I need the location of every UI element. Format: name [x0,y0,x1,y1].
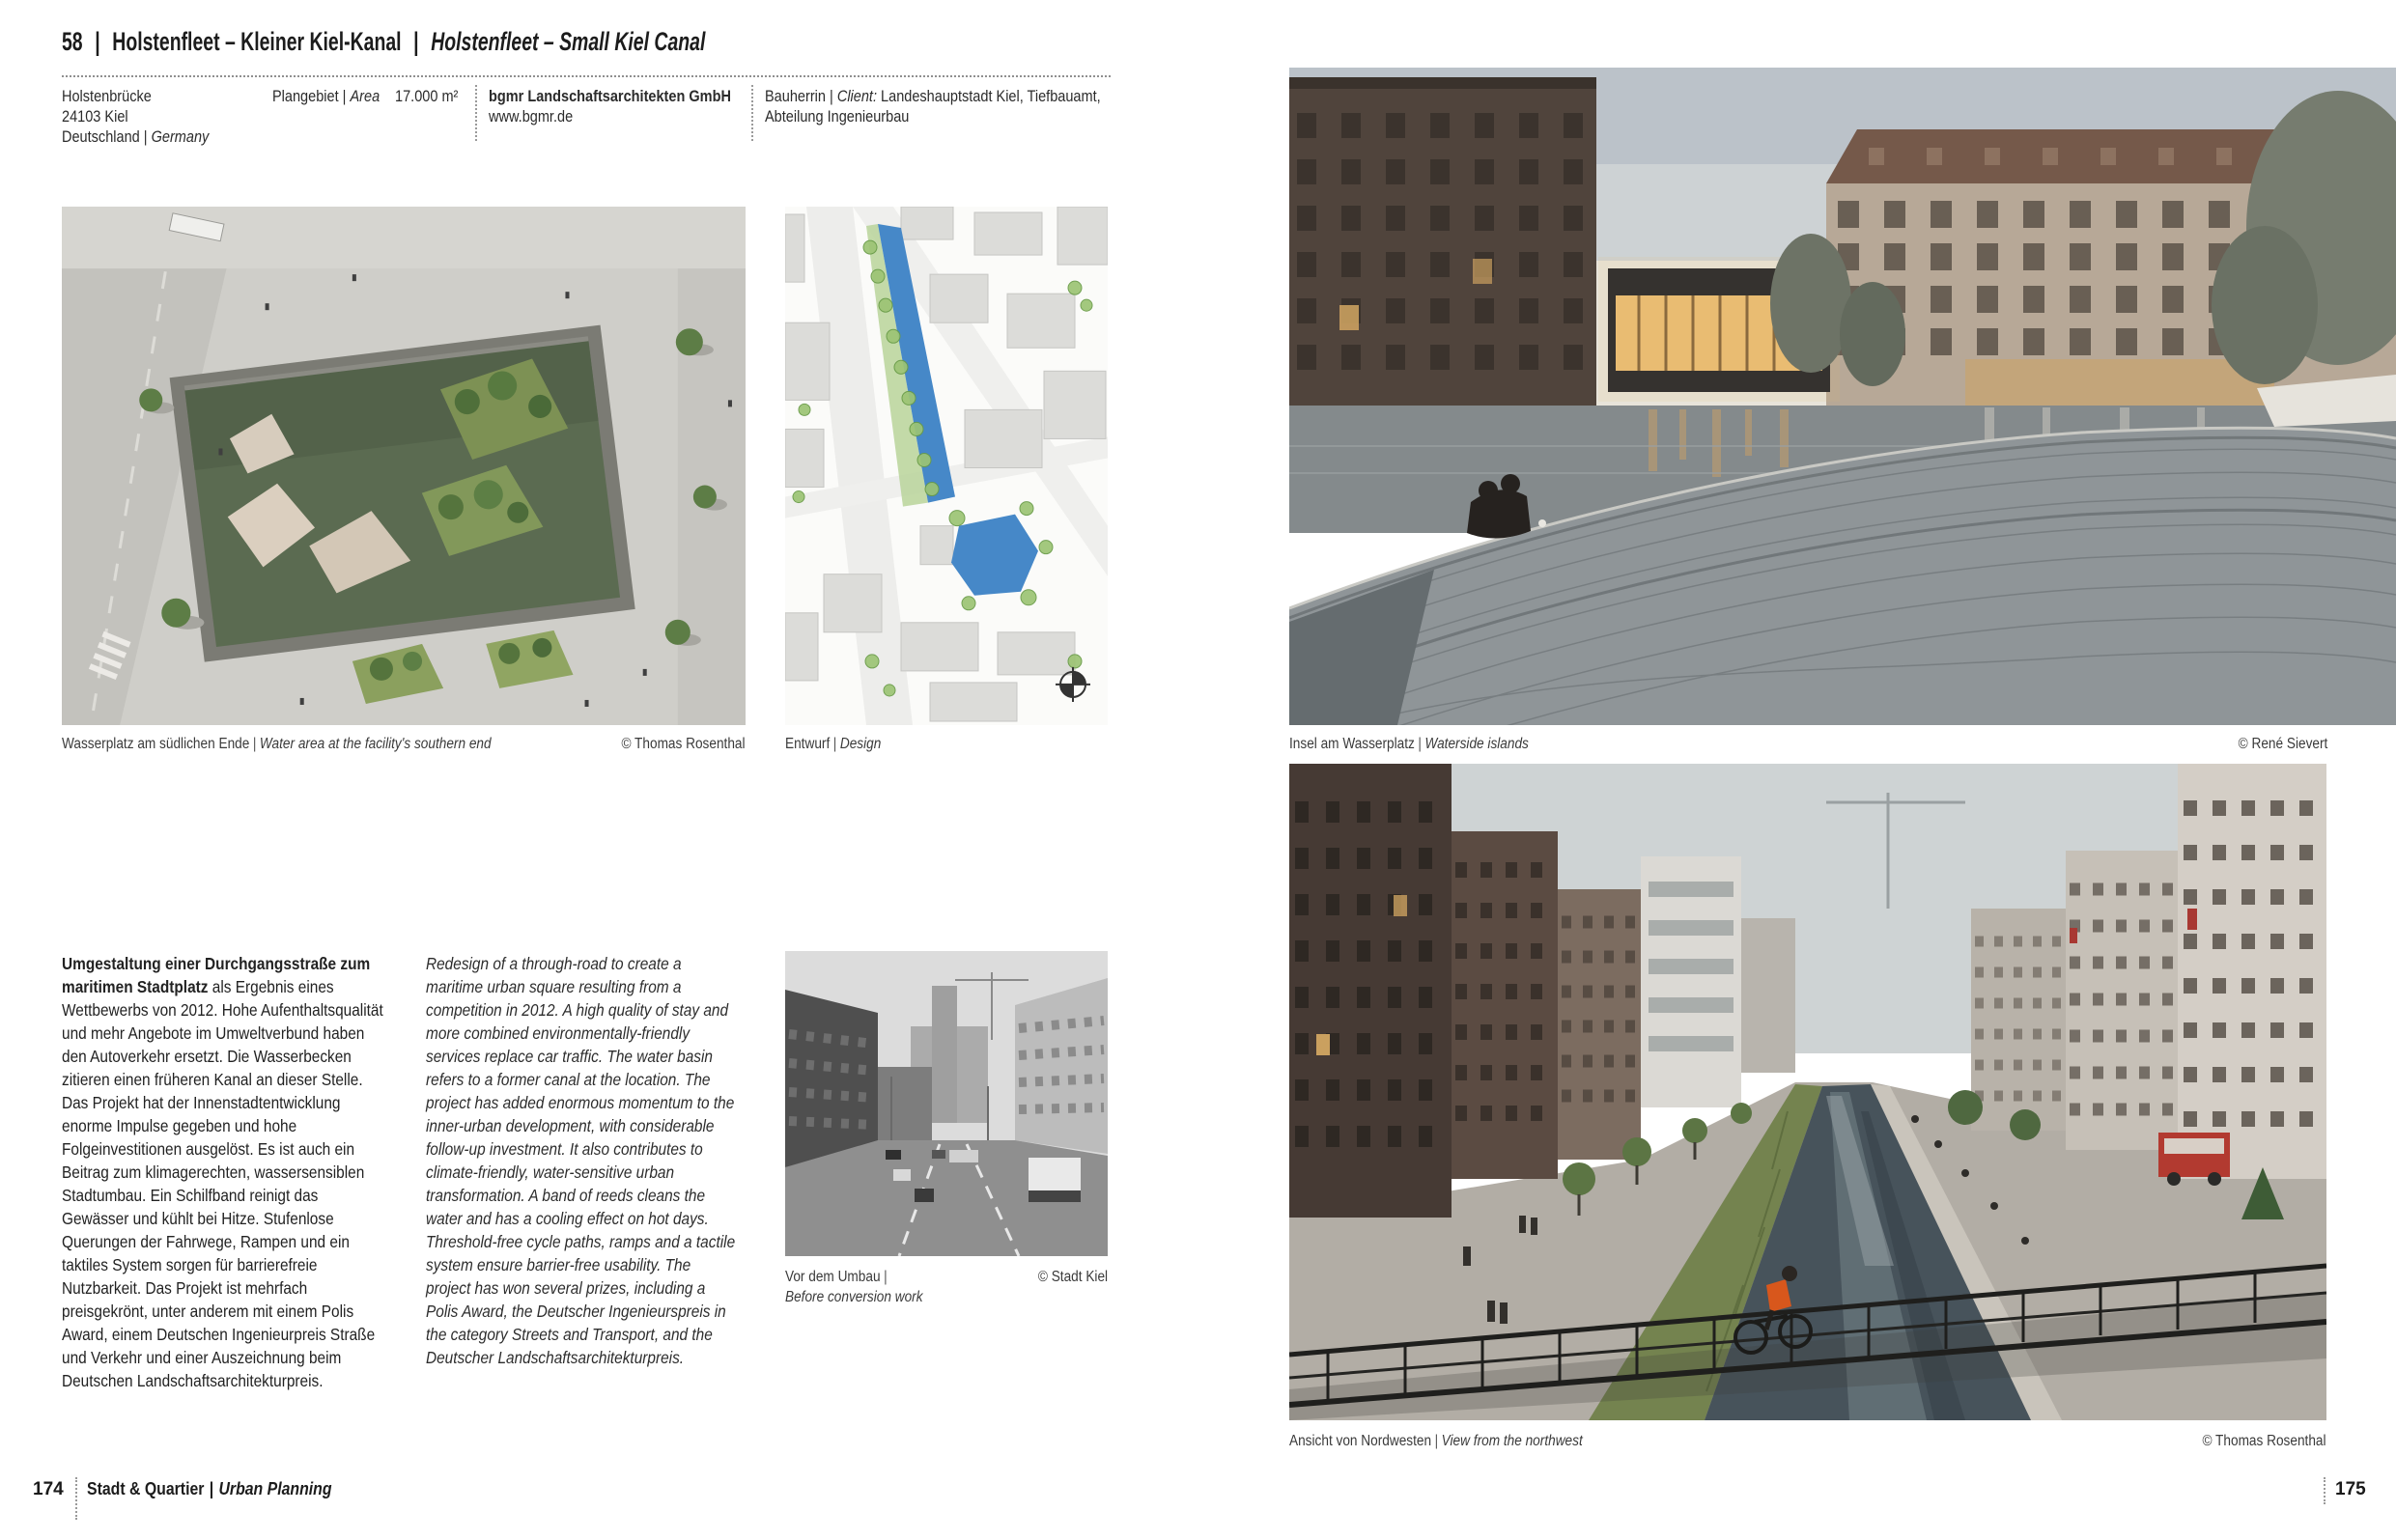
footer-separator [75,1477,77,1520]
page-number-left: 174 [33,1479,64,1499]
client-label-de: Bauherrin [765,88,826,105]
plan-drawing-illustration [785,207,1108,725]
photo-credit: © Thomas Rosenthal [621,736,746,752]
german-text: als Ergebnis eines Wettbewerbs von 2012. Hohe Aufenthaltsqualität und mehr Angebote im Umweltverbund haben den Autoverkehr ersetzt. Die Wasserbecken zitieren einen früheren Kanal an dieser Stelle. Das Projekt hat der Innenstadtentwicklung enorme Impulse gegeben und hohe Folgeinvestitionen ausgelöst. Es ist auch ein Beitrag zum klimagerechten, wassersensiblen Stadtumbau. Ein Schilfband reinigt das Gewässer und kühlt bei Hitze. Stufenlose Querungen der Fahrwege, Rampen und ein taktiles System sorgen für barrierefreie Nutzbarkeit. Das Projekt ist mehrfach preisgekrönt, unter anderem mit einem Polis Award, einem Deutschen Ingenieurpreis Straße und Verkehr und einer Auszeichnung beim Deutschen Landschaftsarchitekturpreis. [62,977,383,1390]
caption-island: Insel am Wasserplatz | Waterside islands © René Sievert [1289,736,2327,752]
photo-before-conversion [785,951,1108,1256]
client-value: Landeshauptstadt Kiel, Tiefbauamt, Abteilung Ingenieurbau [765,88,1101,126]
info-column-separator [475,85,477,141]
footer-section-de: Stadt & Quartier [87,1479,205,1498]
body-text-english [426,952,739,1369]
title-separator: | [95,27,100,56]
english-text: Redesign of a through-road to create a maritime urban square resulting from a competition in 2012. A high quality of stay and more combined environmentally-friendly services replace car traffic. The water basin refers to a former canal at the location. The project has added enormous momentum to the inner-urban development, with considerable follow-up investment. It also contributes to climate-friendly, water-sensitive urban transformation. A band of reeds cleans the water and has a cooling effect on hot days. Threshold-free cycle paths, ramps and a tactile system ensure barrier-free usability. The project has won several prizes, including a Polis Award, the Deutscher Ingenieurspreis in the category Streets and Transport, and the Deutscher Landschaftsarchitekturpreis. [426,954,736,1367]
photo-credit: © Stadt Kiel [1037,1269,1108,1285]
firm-name: bgmr Landschaftsarchitekten GmbH [489,88,731,105]
project-title-de: Holstenfleet – Kleiner Kiel-Kanal [112,27,402,56]
title-separator: | [413,27,419,56]
photo-waterside-island [1289,68,2396,725]
firm-website: www.bgmr.de [489,108,574,126]
address-street: Holstenbrücke [62,88,152,105]
area-value: 17.000 m² [395,88,459,105]
photo-view-from-northwest [1289,764,2326,1420]
header-dotted-rule [62,75,1111,77]
canal-view-illustration [1289,764,2326,1420]
drawing-design-plan [785,207,1108,725]
project-number: 58 [62,27,83,56]
project-title-en: Holstenfleet – Small Kiel Canal [431,27,706,56]
caption-aerial: Wasserplatz am südlichen Ende | Water area at the facility's southern end © Thomas Rosenthal [62,736,746,752]
client-label-en: Client: [836,88,877,105]
page-number-right: 175 [2335,1479,2366,1499]
aerial-photo-illustration [62,207,746,725]
footer-section-en: Urban Planning [218,1479,332,1498]
photo-credit: © René Sievert [2238,736,2327,752]
photo-credit: © Thomas Rosenthal [2202,1433,2326,1449]
address-country: Deutschland | Germany [62,128,210,146]
info-client: Bauherrin | Client: Landeshauptstadt Kiel, Tiefbauamt, Abteilung Ingenieurbau [765,88,1101,126]
info-column-separator [751,85,753,141]
address-city: 24103 Kiel [62,108,128,126]
area-label-de: Plangebiet [272,88,339,105]
footer-separator [2324,1477,2326,1504]
page-title [62,27,705,57]
info-firm [489,87,744,127]
caption-before: Vor dem Umbau | © Stadt Kiel Before conversion work [785,1269,1108,1305]
caption-plan: Entwurf | Design [785,736,882,752]
body-text-german [62,952,384,1392]
info-area: Plangebiet | Area 17.000 m² [272,88,459,105]
german-lead: Umgestaltung einer Durchgangsstraße zum maritimen Stadtplatz [62,954,371,996]
photo-aerial-water-square [62,207,746,725]
footer-section: Stadt & Quartier | Urban Planning [87,1479,332,1498]
info-address [62,87,274,148]
caption-northwest: Ansicht von Nordwesten | View from the northwest © Thomas Rosenthal [1289,1433,2326,1449]
before-conversion-illustration [785,951,1108,1256]
area-label-en: Area [350,88,381,105]
evening-waterfront-illustration [1289,68,2396,725]
